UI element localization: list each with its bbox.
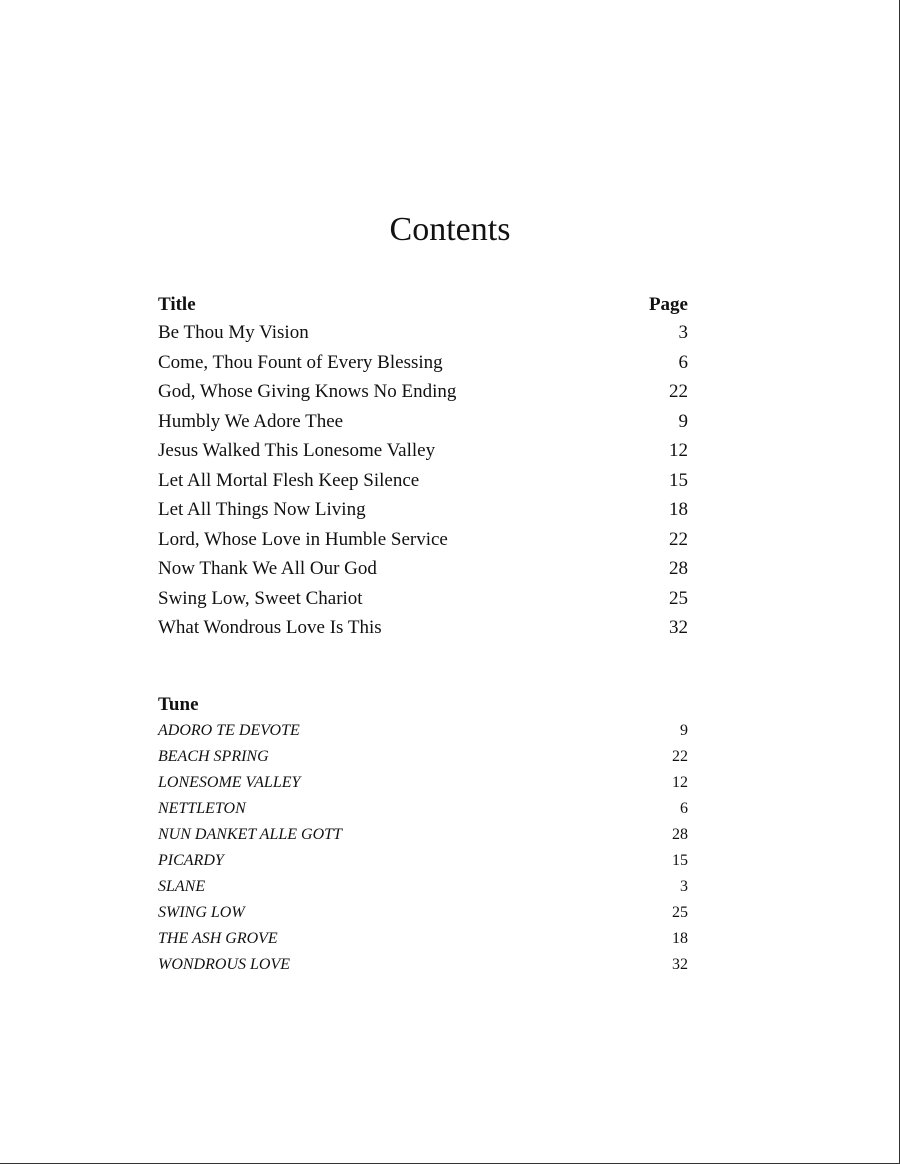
entry-page-number: 28 (672, 826, 688, 843)
entry-page-number: 22 (669, 381, 688, 402)
title-entry (158, 348, 688, 378)
entry-page-number: 6 (680, 800, 688, 817)
entry-title: Be Thou My Vision (158, 322, 309, 343)
entry-tune: PICARDY (158, 852, 224, 869)
entry-tune: LONESOME VALLEY (158, 774, 301, 791)
entry-page-number: 25 (672, 904, 688, 921)
entry-title: Humbly We Adore Thee (158, 410, 344, 432)
entry-tune: BEACH SPRING (158, 748, 269, 765)
entry-title: God, Whose Giving Knows No Ending (158, 381, 457, 402)
entry-page-number: 6 (678, 351, 688, 373)
title-entry (158, 436, 688, 466)
tune-entry (158, 744, 688, 770)
entry-tune: SWING LOW (158, 904, 245, 921)
entry-page-number: 32 (672, 956, 688, 973)
entry-title: Now Thank We All Our God (158, 558, 377, 579)
tune-entry (158, 926, 688, 952)
tune-entry (158, 822, 688, 848)
title-entry (158, 466, 688, 496)
entry-title: Swing Low, Sweet Chariot (158, 587, 363, 609)
titles-header (158, 292, 688, 318)
title-entry (158, 554, 688, 584)
entry-title: Jesus Walked This Lonesome Valley (158, 440, 436, 461)
title-entry (158, 525, 688, 555)
titles-list (158, 318, 688, 643)
entry-page-number: 18 (672, 930, 688, 947)
title-entry (158, 495, 688, 525)
entry-page-number: 25 (669, 587, 688, 609)
entry-tune: ADORO TE DEVOTE (158, 722, 300, 739)
entry-page-number: 32 (669, 617, 688, 638)
entry-page-number: 22 (669, 528, 688, 550)
page-column-header: Page (648, 294, 688, 315)
tune-entry (158, 952, 688, 978)
tune-column-header: Tune (158, 694, 199, 715)
page-title: Contents (389, 211, 511, 248)
entry-page-number: 12 (669, 440, 688, 461)
entry-title: What Wondrous Love Is This (158, 617, 382, 638)
entry-page-number: 22 (672, 748, 688, 765)
entry-title: Let All Things Now Living (158, 499, 366, 520)
title-entry (158, 318, 688, 348)
title-entry (158, 584, 688, 614)
entry-page-number: 9 (680, 722, 688, 739)
entry-page-number: 28 (669, 558, 688, 579)
titles-section (158, 292, 688, 643)
entry-page-number: 9 (678, 410, 688, 432)
entry-tune: WONDROUS LOVE (158, 956, 290, 973)
title-column-header: Title (158, 294, 196, 315)
entry-tune: THE ASH GROVE (158, 930, 278, 947)
tune-entry (158, 770, 688, 796)
tune-entry (158, 718, 688, 744)
tune-entry (158, 796, 688, 822)
entry-page-number: 15 (672, 852, 688, 869)
tunes-list (158, 718, 688, 978)
entry-tune: NETTLETON (158, 800, 246, 817)
entry-title: Let All Mortal Flesh Keep Silence (158, 469, 420, 491)
title-entry (158, 377, 688, 407)
entry-page-number: 3 (680, 878, 688, 895)
entry-page-number: 18 (669, 499, 688, 520)
entry-page-number: 3 (678, 322, 688, 343)
title-entry (158, 613, 688, 643)
tunes-header (158, 692, 688, 718)
tune-entry (158, 848, 688, 874)
entry-tune: SLANE (158, 878, 206, 895)
tunes-section (158, 692, 688, 978)
entry-title: Lord, Whose Love in Humble Service (158, 528, 448, 550)
entry-page-number: 15 (669, 469, 688, 491)
entry-page-number: 12 (672, 774, 688, 791)
entry-tune: NUN DANKET ALLE GOTT (158, 826, 342, 843)
entry-title: Come, Thou Fount of Every Blessing (158, 351, 443, 373)
tune-entry (158, 874, 688, 900)
tune-entry (158, 900, 688, 926)
title-entry (158, 407, 688, 437)
